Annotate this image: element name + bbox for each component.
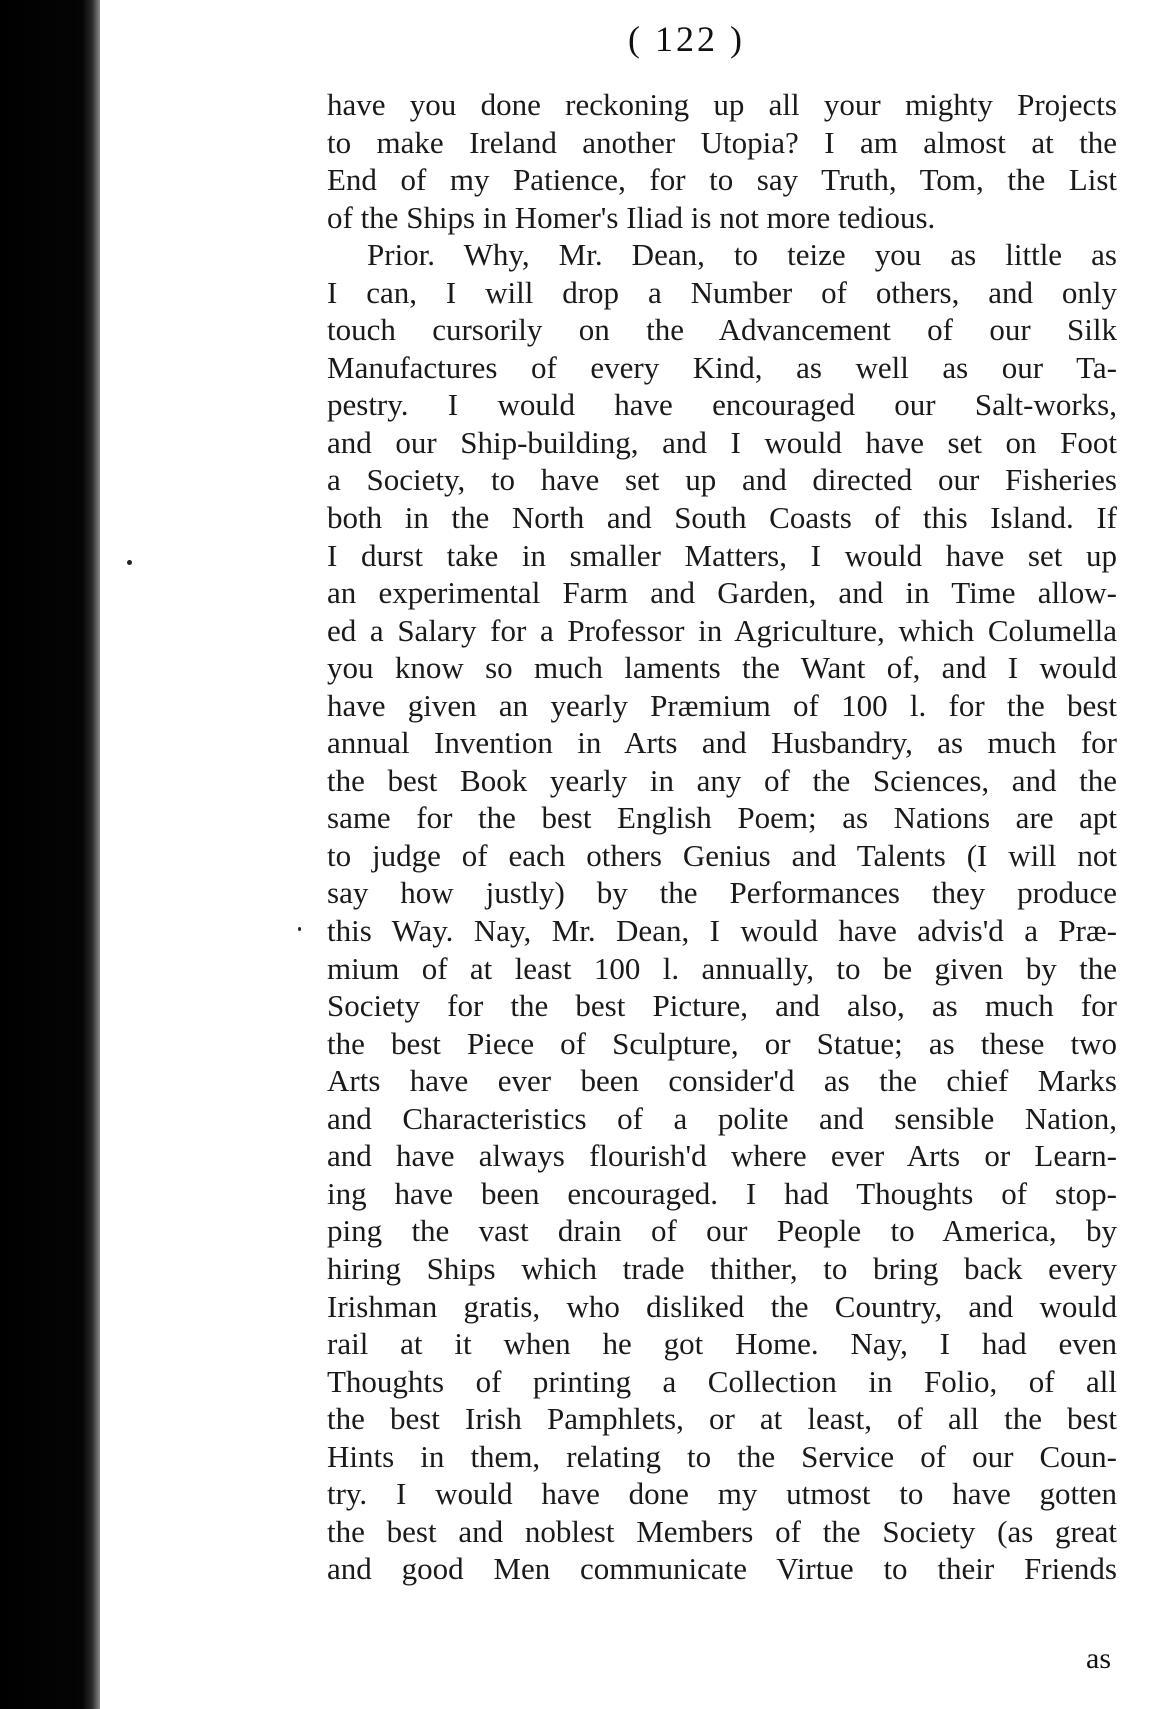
book-gutter-shadow [0, 0, 100, 1709]
print-speck [298, 927, 301, 931]
text-line: Prior. Why, Mr. Dean, to teize you as little as [367, 237, 1117, 273]
text-line: End of my Patience, for to say Truth, Tom, the List [327, 162, 1117, 198]
text-line: a Society, to have set up and directed our Fisheries [327, 462, 1117, 498]
text-line: hiring Ships which trade thither, to bring back every [327, 1250, 1117, 1286]
text-line: Thoughts of printing a Collection in Folio, of all [327, 1363, 1117, 1399]
text-line: to make Ireland another Utopia? I am almost at the [327, 124, 1117, 160]
text-line: I can, I will drop a Number of others, and only [327, 274, 1117, 310]
text-line: the best and noblest Members of the Society (as great [327, 1513, 1117, 1549]
text-line: this Way. Nay, Mr. Dean, I would have advis'd a Præ- [327, 913, 1117, 949]
text-line: annual Invention in Arts and Husbandry, as much for [327, 725, 1117, 761]
text-line: Manufactures of every Kind, as well as our Ta- [327, 349, 1117, 385]
body-text [327, 86, 1117, 1588]
text-line: and good Men communicate Virtue to their Friends [327, 1551, 1117, 1587]
text-line: Hints in them, relating to the Service of our Coun- [327, 1438, 1117, 1474]
text-line: the best Piece of Sculpture, or Statue; as these two [327, 1025, 1117, 1061]
text-line: I durst take in smaller Matters, I would have set up [327, 537, 1117, 573]
page-number: ( 122 ) [628, 19, 745, 59]
print-speck [127, 560, 132, 565]
text-line: an experimental Farm and Garden, and in Time allow- [327, 575, 1117, 611]
text-line: pestry. I would have encouraged our Salt-works, [327, 387, 1117, 423]
text-line: you know so much laments the Want of, and I would [327, 650, 1117, 686]
text-line: ed a Salary for a Professor in Agriculture, which Columella [327, 612, 1117, 648]
text-line: rail at it when he got Home. Nay, I had even [327, 1326, 1117, 1362]
text-line: to judge of each others Genius and Talents (I will not [327, 837, 1117, 873]
text-line: Irishman gratis, who disliked the Country, and would [327, 1288, 1117, 1324]
text-line: the best Irish Pamphlets, or at least, of all the best [327, 1401, 1117, 1437]
text-line: both in the North and South Coasts of this Island. If [327, 500, 1117, 536]
text-line: ing have been encouraged. I had Thoughts of stop- [327, 1175, 1117, 1211]
text-line: mium of at least 100 l. annually, to be given by the [327, 950, 1117, 986]
text-line: try. I would have done my utmost to have gotten [327, 1476, 1117, 1512]
text-line: the best Book yearly in any of the Sciences, and the [327, 762, 1117, 798]
text-line: and our Ship-building, and I would have set on Foot [327, 424, 1117, 460]
text-line: touch cursorily on the Advancement of our Silk [327, 312, 1117, 348]
text-line: have given an yearly Præmium of 100 l. for the best [327, 687, 1117, 723]
text-line: and have always flourish'd where ever Arts or Learn- [327, 1138, 1117, 1174]
catchword: as [1086, 1642, 1111, 1675]
text-line: have you done reckoning up all your mighty Projects [327, 87, 1117, 122]
text-line: Society for the best Picture, and also, as much for [327, 988, 1117, 1024]
text-line: same for the best English Poem; as Nations are apt [327, 800, 1117, 836]
text-line: say how justly) by the Performances they produce [327, 875, 1117, 911]
text-line: Arts have ever been consider'd as the chief Marks [327, 1063, 1117, 1099]
text-line: and Characteristics of a polite and sensible Nation, [327, 1100, 1117, 1136]
text-line: ping the vast drain of our People to America, by [327, 1213, 1117, 1249]
text-line: of the Ships in Homer's Iliad is not more tedious. [327, 199, 936, 235]
